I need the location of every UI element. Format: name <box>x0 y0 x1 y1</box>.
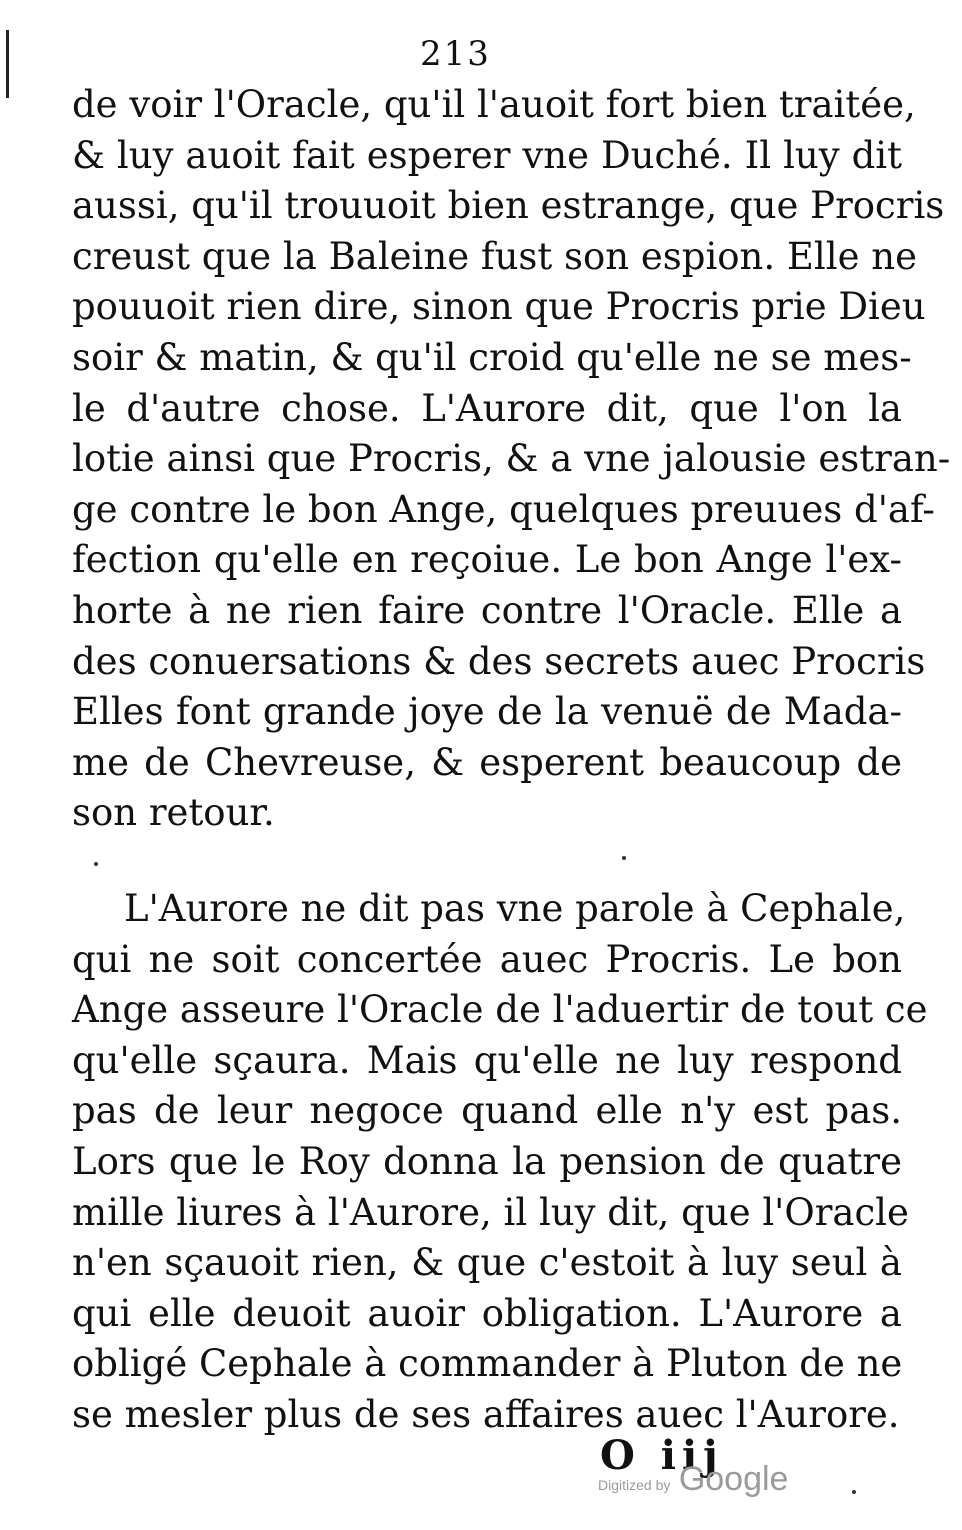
text-line: L'Aurore ne dit pas vne parole à Cephale, <box>124 887 906 930</box>
text-line: se mesler plus de ses affaires auec l'Aurore. <box>72 1392 900 1436</box>
watermark-prefix: Digitized by <box>598 1477 671 1493</box>
watermark-brand: Google <box>678 1460 789 1498</box>
text-line: horte à ne rien faire contre l'Oracle. Elle a <box>72 588 902 632</box>
ink-speck <box>852 1490 856 1494</box>
paragraph-1 <box>72 80 951 839</box>
text-line: de voir l'Oracle, qu'il l'auoit fort bien traitée, <box>72 83 916 126</box>
digitized-watermark <box>598 1460 788 1499</box>
text-line: obligé Cephale à commander à Pluton de ne <box>72 1342 903 1386</box>
text-line: Ange asseure l'Oracle de l'aduertir de tout ce <box>72 988 928 1032</box>
paragraph-2 <box>72 884 928 1441</box>
text-line: le d'autre chose. L'Aurore dit, que l'on la <box>72 386 902 430</box>
text-line: aussi, qu'il trouuoit bien estrange, que Procris <box>72 184 945 228</box>
text-line: qui elle deuoit auoir obligation. L'Aurore a <box>72 1291 902 1335</box>
text-line: qu'elle sçaura. Mais qu'elle ne luy respond <box>72 1038 902 1082</box>
text-line: & luy auoit fait esperer vne Duché. Il luy dit <box>72 133 902 177</box>
text-line: me de Chevreuse, & esperent beaucoup de <box>72 740 902 784</box>
text-line: Elles font grande joye de la venuë de Mada- <box>72 690 902 734</box>
text-line: fection qu'elle en reçoiue. Le bon Ange l'ex- <box>72 538 902 582</box>
binding-edge-mark <box>6 30 9 98</box>
text-line: son retour. <box>72 791 275 835</box>
catchword-signature: O iij <box>600 1432 724 1479</box>
text-line: lotie ainsi que Procris, & a vne jalousie estran- <box>72 437 951 481</box>
text-line: ge contre le bon Ange, quelques preuues d'af- <box>72 487 935 531</box>
text-line: pas de leur negoce quand elle n'y est pas. <box>72 1089 902 1133</box>
text-line: qui ne soit concertée auec Procris. Le bon <box>72 937 902 981</box>
text-line: Lors que le Roy donna la pension de quatre <box>72 1139 902 1183</box>
text-line: des conuersations & des secrets auec Procris <box>72 639 926 683</box>
text-line: pouuoit rien dire, sinon que Procris prie Dieu <box>72 285 926 329</box>
ink-speck <box>622 856 626 860</box>
ink-speck <box>94 862 98 866</box>
text-line: mille liures à l'Aurore, il luy dit, que l'Oracle <box>72 1190 909 1234</box>
text-line: n'en sçauoit rien, & que c'estoit à luy seul à <box>72 1241 902 1285</box>
page-number: 213 <box>420 34 491 74</box>
text-line: creust que la Baleine fust son espion. Elle ne <box>72 234 917 278</box>
text-line: soir & matin, & qu'il croid qu'elle ne se mes- <box>72 335 912 379</box>
